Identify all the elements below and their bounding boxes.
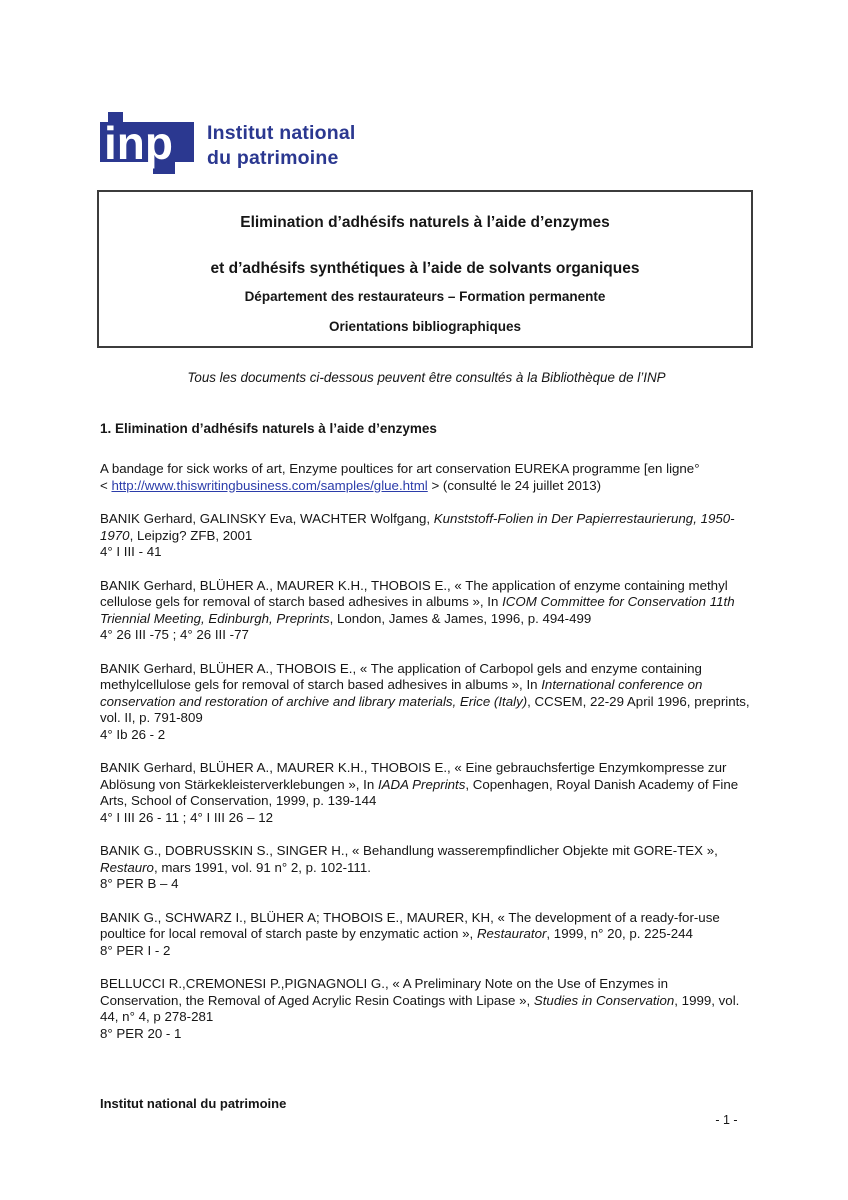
entry-text: BANIK Gerhard, GALINSKY Eva, WACHTER Wolfgang, [100, 511, 434, 526]
entry-text: , Copenhagen, Royal Danish Academy of Fine Arts, School of Conservation, 1999, p. 139-144 [100, 776, 739, 808]
entry-text: , CCSEM, 22-29 April 1996, preprints, vol. II, p. 791-809 [100, 693, 750, 725]
entry-text: BANIK Gerhard, BLÜHER A., MAURER K.H., THOBOIS E., « The application of enzyme containing methyl cellulose gels for removal of starch based adhesives in albums », In [100, 577, 728, 609]
bibliography-entry [100, 976, 752, 1042]
entry-text: BANIK Gerhard, BLÜHER A., MAURER K.H., THOBOIS E., « Eine gebrauchsfertige Enzymkompresse zur Ablösung von Stärkekleisterverklebungen », In [100, 760, 727, 792]
entry-text: BANIK G., DOBRUSSKIN S., SINGER H., « Behandlung wasserempfindlicher Objekte mit GORE-TEX », [100, 843, 718, 858]
document-title-line1: Elimination d’adhésifs naturels à l’aide d’enzymes [240, 214, 610, 231]
publication-title: Studies in Conservation [533, 992, 675, 1008]
entry-text: BANIK G., SCHWARZ I., BLÜHER A; THOBOIS E., MAURER, KH, « The development of a ready-for-use poultice for local removal of starch paste by enzymatic action », [100, 909, 720, 941]
entry-text: 4° I III - 41 [100, 544, 162, 559]
bibliography-entry [100, 578, 752, 644]
entry-text: , mars 1991, vol. 91 n° 2, p. 102-111. [153, 859, 371, 875]
entry-text: BELLUCCI R.,CREMONESI P.,PIGNAGNOLI G., « A Preliminary Note on the Use of Enzymes in Conservation, the Removal of Aged Acrylic Resin Coatings with Lipase », [100, 976, 669, 1008]
bibliography-entry [100, 511, 752, 561]
entry-text: 4° I III 26 - 11 ; 4° I III 26 – 12 [100, 809, 274, 825]
entry-text: BANIK Gerhard, BLÜHER A., THOBOIS E., « The application of Carbopol gels and enzyme containing methylcellulose gels for removal of starch based adhesives in albums », In [100, 660, 702, 692]
footer-organization: Institut national du patrimoine [100, 1096, 287, 1111]
publication-title: IADA Preprints [377, 776, 466, 792]
document-subtitle-bibliography: Orientations bibliographiques [328, 319, 521, 334]
publication-title: International conference on conservation and restoration of archive and library materials, Erice (Italy) [100, 677, 703, 709]
institution-name-line1: Institut national [207, 122, 356, 144]
entry-text: < [100, 477, 112, 493]
inp-logo-icon [100, 112, 195, 174]
entry-text: 4° Ib 26 - 2 [100, 726, 166, 742]
bibliography-list [100, 461, 752, 1059]
bibliography-entry [100, 843, 752, 893]
publication-title: ICOM Committee for Conservation 11th Triennial Meeting, Edinburgh, Preprints [100, 594, 735, 626]
publication-title: Restauro [100, 859, 154, 875]
bibliography-entry [100, 661, 752, 744]
bibliography-entry [100, 910, 752, 960]
entry-text: 8° PER B – 4 [100, 876, 179, 891]
bibliography-url-link[interactable]: http://www.thiswritingbusiness.com/samples/glue.html [111, 477, 428, 493]
bibliography-entry [100, 760, 752, 826]
entry-text: , Leipzig? ZFB, 2001 [129, 527, 253, 543]
title-box [97, 190, 753, 348]
section-heading: 1. Elimination d’adhésifs naturels à l’aide d’enzymes [100, 421, 437, 436]
logo-block [100, 112, 356, 174]
institution-name [207, 121, 356, 171]
entry-text: 8° PER I - 2 [100, 942, 171, 958]
availability-note: Tous les documents ci-dessous peuvent être consultés à la Bibliothèque de l’INP [187, 370, 666, 385]
document-subtitle-department: Département des restaurateurs – Formation permanente [244, 289, 606, 304]
publication-title: Kunststoff-Folien in Der Papierrestaurierung, 1950-1970 [100, 511, 735, 543]
entry-text: A bandage for sick works of art, Enzyme poultices for art conservation EUREKA programme [en ligne° [100, 461, 700, 476]
entry-text: , London, James & James, 1996, p. 494-499 [329, 610, 592, 626]
entry-text: 4° 26 III -75 ; 4° 26 III -77 [100, 627, 249, 642]
institution-name-line2: du patrimoine [207, 147, 339, 169]
entry-text: 8° PER 20 - 1 [100, 1025, 182, 1041]
page-number: - 1 - [715, 1113, 738, 1127]
logo-acronym: inp [104, 117, 173, 169]
bibliography-entry [100, 461, 752, 494]
entry-text: > (consulté le 24 juillet 2013) [427, 477, 602, 493]
entry-text: , 1999, n° 20, p. 225-244 [546, 926, 693, 941]
entry-text: , 1999, vol. 44, n° 4, p 278-281 [100, 992, 740, 1024]
publication-title: Restaurator [476, 926, 547, 941]
document-title-line2: et d’adhésifs synthétiques à l’aide de solvants organiques [210, 260, 640, 277]
